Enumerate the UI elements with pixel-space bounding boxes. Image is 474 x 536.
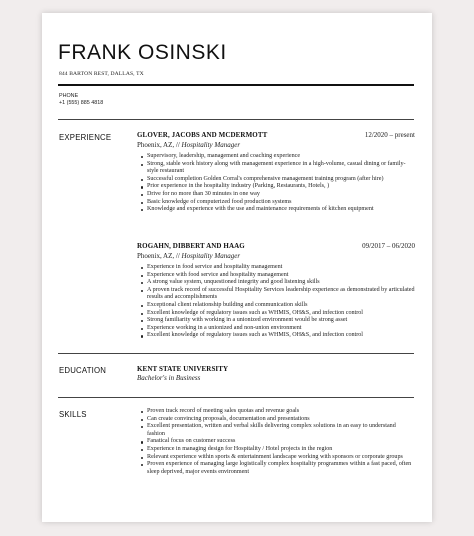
job-dates: 09/2017 – 06/2020: [362, 242, 415, 250]
job-entry: [137, 131, 415, 214]
bullet-item: Proven experience of managing large logistically complex hospitality programmes within a fast paced, often sleep deprived, major events environment: [147, 461, 415, 476]
bullet-item: A proven track record of successful Hospitality Services leadership experience as demonstrated by articulated results and accomplishments: [147, 286, 415, 301]
bullet-item: Supervisory, leadership, management and coaching experience: [147, 153, 415, 161]
company-name: GLOVER, JACOBS AND MCDERMOTT: [137, 131, 268, 139]
bullet-item: Prior experience in the hospitality industry (Parking, Restaurants, Hotels, ): [147, 183, 415, 191]
bullet-item: Strong familiarity with working in a unionized environment would be strong asset: [147, 317, 415, 325]
job-location: Phoenix, AZ, //: [137, 252, 180, 260]
job-location: Phoenix, AZ, //: [137, 141, 180, 149]
bullet-item: Excellent presentation, written and verbal skills delivering complex solutions in an easy to understand fashion: [147, 423, 415, 438]
education-entry: [137, 365, 415, 382]
job-title: Hospitality Manager: [181, 252, 241, 260]
section-title-education: EDUCATION: [59, 366, 107, 375]
bullet-item: Relevant experience within sports & entertainment landscape working with sponsors or corporate groups: [147, 454, 415, 462]
job-bullets: [137, 264, 415, 340]
address: 844 BARTON REST, DALLAS, TX: [59, 71, 144, 77]
bullet-item: Experience in food service and hospitality management: [147, 264, 415, 272]
section-divider: [58, 397, 414, 398]
bullet-item: Knowledge and experience with the use and maintenance requirements of kitchen equipment: [147, 206, 415, 214]
section-divider: [58, 353, 414, 354]
bullet-item: Experience working in a unionized and non-union environment: [147, 325, 415, 333]
degree: Bachelor's in Business: [137, 374, 201, 382]
job-bullets: [137, 153, 415, 214]
header-divider: [58, 84, 414, 86]
phone-number: +1 (555) 885 4818: [59, 100, 104, 106]
bullet-item: Strong, stable work history along with management experience in a high-volume, casual dining or family-style restaurant: [147, 161, 415, 176]
bullet-item: Excellent knowledge of regulatory issues such as WHMIS, OH&S, and infection control: [147, 332, 415, 340]
bullet-item: Successful completion Golden Corral's comprehensive management training program (after hire): [147, 176, 415, 184]
job-role: [137, 252, 415, 262]
skills-entry: [137, 408, 415, 476]
job-entry: [137, 242, 415, 340]
phone-label: PHONE: [59, 93, 79, 99]
job-dates: 12/2020 – present: [364, 131, 415, 139]
section-title-experience: EXPERIENCE: [59, 133, 112, 142]
school-name: KENT STATE UNIVERSITY: [137, 365, 229, 373]
job-title: Hospitality Manager: [181, 141, 241, 149]
bullet-item: Experience with food service and hospitality management: [147, 272, 415, 280]
company-name: ROGAHN, DIBBERT AND HAAG: [137, 242, 245, 250]
candidate-name: FRANK OSINSKI: [58, 41, 227, 64]
bullet-item: Experience in managing design for Hospitality / Hotel projects in the region: [147, 446, 415, 454]
bullet-item: A strong value system, unquestioned integrity and good listening skills: [147, 279, 415, 287]
bullet-item: Can create convincing proposals, documentation and presentations: [147, 416, 415, 424]
section-title-skills: SKILLS: [59, 410, 87, 419]
bullet-item: Proven track record of meeting sales quotas and revenue goals: [147, 408, 415, 416]
section-divider: [58, 119, 414, 120]
job-role: [137, 141, 415, 151]
bullet-item: Exceptional client relationship building and communication skills: [147, 302, 415, 310]
bullet-item: Fanatical focus on customer success: [147, 438, 415, 446]
resume-page: [42, 13, 432, 522]
bullet-item: Excellent knowledge of regulatory issues such as WHMIS, OH&S, and infection control: [147, 310, 415, 318]
bullet-item: Basic knowledge of computerized food production systems: [147, 199, 415, 207]
bullet-item: Drive for no more than 30 minutes in one way: [147, 191, 415, 199]
skills-bullets: [137, 408, 415, 476]
